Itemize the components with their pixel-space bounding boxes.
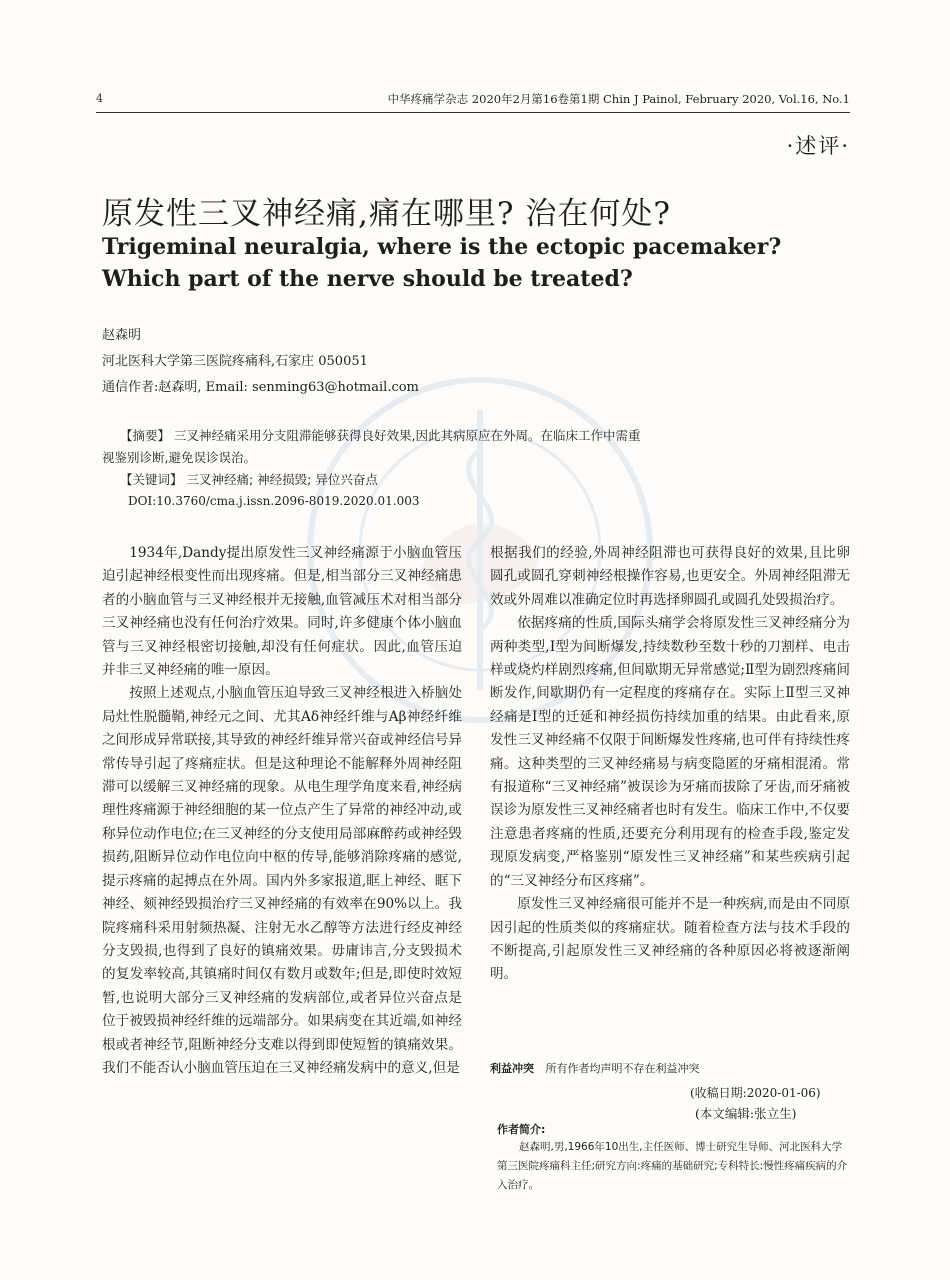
body-paragraph-continued: 根据我们的经验,外周神经阻滞也可获得良好的效果,且比卵圆孔或圆孔穿刺神经根操作容易,也更安全。外周神经阻滞无效或外周难以准确定位时再选择卵圆孔或圆孔处毁损治疗。	[490, 545, 850, 608]
abstract	[102, 425, 752, 469]
keywords: 【关键词】 三叉神经痛; 神经损毁; 异位兴奋点	[120, 472, 378, 487]
running-header: 中华疼痛学杂志 2020年2月第16卷第1期 Chin J Painol, February 2020, Vol.16, No.1	[387, 92, 850, 106]
body-paragraph: 按照上述观点,小脑血管压迫导致三叉神经根进入桥脑处局灶性脱髓鞘,神经元之间、尤其Aδ神经纤维与Aβ神经纤维之间形成异常联接,其导致的神经纤维异常兴奋或神经信号异常传导引起了疼痛症状。但是这种理论不能解释外周神经阻滞可以缓解三叉神经痛的现象。从电生理学角度来看,神经病理性疼痛源于神经细胞的某一位点产生了异常的神经冲动,或称异位动作电位;在三叉神经的分支使用局部麻醉药或神经毁损药,阻断异位动作电位向中枢的传导,能够消除疼痛的感觉,提示疼痛的起搏点在外周。国内外多家报道,眶上神经、眶下神经、颏神经毁损治疗三叉神经痛的有效率在90%以上。我院疼痛科采用射频热凝、注射无水乙醇等方法进行经皮神经分支毁损,也得到了良好的镇痛效果。毋庸讳言,分支毁损术的复发率较高,其镇痛时间仅有数月或数年;但是,即使时效短暂,也说明大部分三叉神经痛的发病部位,或者异位兴奋点是位于被毁损神经纤维的远端部分。如果病变在其近端,如神经根或者神经节,阻断神经分支难以得到即使短暂的镇痛效果。我们不能否认小脑血管压迫在三叉神经痛发病中的意义,但是	[102, 685, 462, 1076]
body-paragraph: 依据疼痛的性质,国际头痛学会将原发性三叉神经痛分为两种类型,Ⅰ型为间断爆发,持续数秒至数十秒的刀割样、电击样或烧灼样剧烈疼痛,但间歇期无异常感觉;Ⅱ型为剧烈疼痛间断发作,间歇期仍有一定程度的疼痛存在。实际上Ⅱ型三叉神经痛是Ⅰ型的迁延和神经损伤持续加重的结果。由此看来,原发性三叉神经痛不仅限于间断爆发性疼痛,也可伴有持续性疼痛。这种类型的三叉神经痛易与病变隐匿的牙痛相混淆。常有报道称“三叉神经痛”被误诊为牙痛而拔除了牙齿,而牙痛被误诊为原发性三叉神经痛者也时有发生。临床工作中,不仅要注意患者疼痛的性质,还要充分利用现有的检查手段,鉴定发现原发病变,严格鉴别“原发性三叉神经痛”和某些疾病引起的“三叉神经分布区疼痛”。	[490, 615, 850, 889]
author-affiliation: 河北医科大学第三医院疼痛科,石家庄 050051	[102, 354, 368, 369]
abstract-line-1: 【摘要】 三叉神经痛采用分支阻滞能够获得良好效果,因此其病原应在外周。在临床工作中需重	[120, 428, 641, 443]
article-title-en-line1: Trigeminal neuralgia, where is the ectopic pacemaker?	[102, 234, 782, 260]
page-number: 4	[96, 92, 103, 105]
column-tag: ·述评·	[786, 134, 850, 158]
coi-label: 利益冲突	[490, 1062, 534, 1075]
author-bio-heading: 作者简介:	[497, 1123, 546, 1136]
body-right-column	[490, 542, 850, 987]
doi: DOI:10.3760/cma.j.issn.2096-8019.2020.01.003	[128, 494, 420, 508]
conflict-of-interest	[490, 1060, 700, 1076]
coi-text: 所有作者均声明不存在利益冲突	[545, 1062, 700, 1075]
body-left-column	[102, 542, 462, 1080]
editor-note: (本文编辑:张立生)	[695, 1106, 797, 1121]
abstract-line-2: 视鉴别诊断,避免误诊误治。	[102, 450, 256, 465]
article-title-en-line2: Which part of the nerve should be treated?	[102, 266, 633, 292]
author-bio: 赵森明,男,1966年10出生,主任医师、博士研究生导师、河北医科大学第三医院疼痛科主任;研究方向:疼痛的基础研究;专科特长:慢性疼痛疾病的介入治疗。	[497, 1141, 848, 1191]
body-paragraph: 原发性三叉神经痛很可能并不是一种疾病,而是由不同原因引起的性质类似的疼痛症状。随着检查方法与技术手段的不断提高,引起原发性三叉神经痛的各种原因必将被逐渐阐明。	[490, 896, 850, 983]
corresponding-author: 通信作者:赵森明, Email: senming63@hotmail.com	[102, 380, 419, 395]
header-rule	[96, 112, 850, 113]
article-title-cn: 原发性三叉神经痛,痛在哪里? 治在何处?	[102, 196, 671, 232]
author-name: 赵森明	[102, 328, 142, 343]
received-date: (收稿日期:2020-01-06)	[690, 1086, 821, 1100]
body-paragraph: 1934年,Dandy提出原发性三叉神经痛源于小脑血管压迫引起神经根变性而出现疼痛。但是,相当部分三叉神经痛患者的小脑血管与三叉神经根并无接触,血管减压术对相当部分三叉神经痛也没有任何治疗效果。同时,许多健康个体小脑血管与三叉神经根密切接触,却没有任何症状。因此,血管压迫并非三叉神经痛的唯一原因。	[102, 545, 462, 679]
